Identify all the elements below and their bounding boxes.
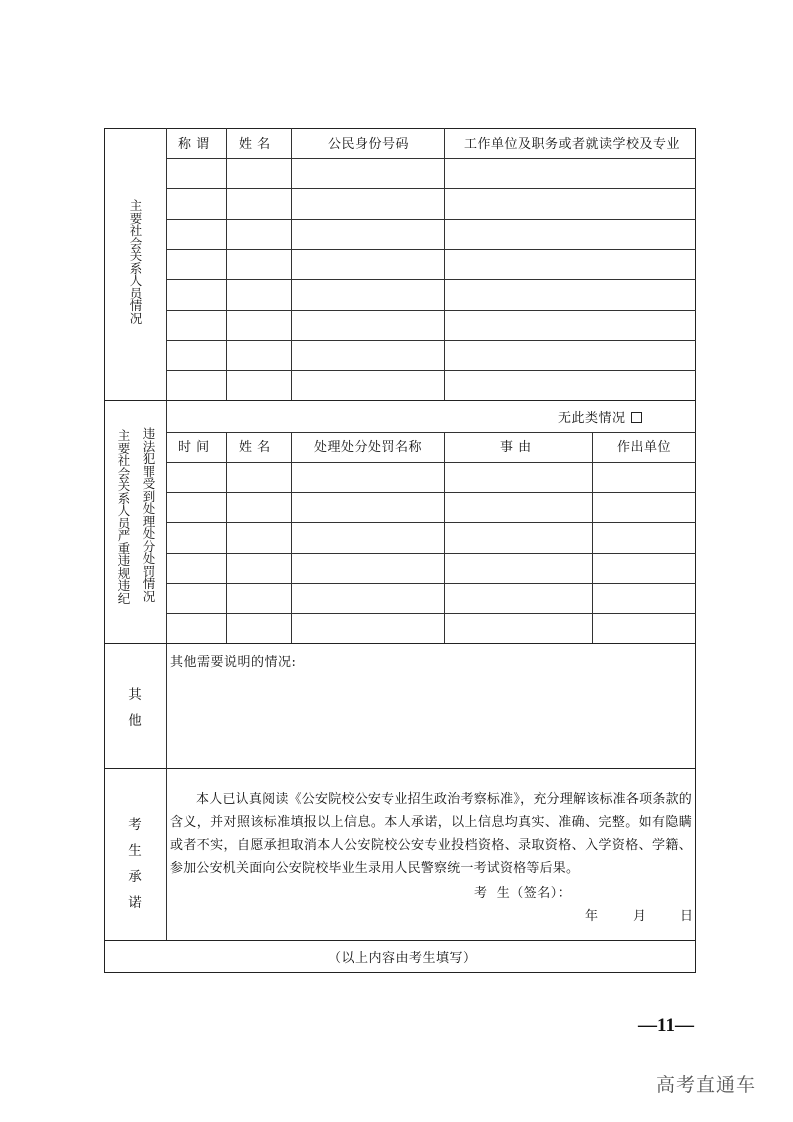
footer-note: （以上内容由考生填写）: [328, 951, 477, 966]
watermark: 高考直通车: [656, 1074, 757, 1096]
commitment-text: 本人已认真阅读《公安院校公安专业招生政治考察标准》，充分理解该标准各项条款的含义，并对照该标准填报以上信息。本人承诺，以上信息均真实、准确、完整。如有隐瞒或者不实，自愿承担取消本人公安院校公安专业投档资格、录取资格、入学资格、学籍、参加公安机关面向公安院校毕业生录用人民警察统一考试资格等后果。: [170, 792, 692, 876]
section-label-other: 其他: [128, 687, 142, 729]
section-divider: [104, 400, 696, 401]
signature-field[interactable]: [590, 880, 690, 902]
label-column-divider: [166, 768, 167, 940]
row-line: [166, 158, 696, 159]
col-divider: [226, 128, 227, 400]
col-divider: [444, 432, 445, 643]
section-label-violations-1: 主要社会关系人员严重违规违纪: [117, 428, 131, 606]
col-divider: [226, 432, 227, 643]
signature-label: 考 生（签名）：: [474, 886, 572, 901]
no-such-case-checkbox[interactable]: [631, 412, 642, 423]
header-reason: 事 由: [500, 440, 532, 455]
other-notes-area[interactable]: [167, 676, 695, 766]
date-day: 日: [680, 909, 694, 924]
row-line: [166, 370, 696, 371]
row-line: [166, 492, 696, 493]
section-divider: [104, 940, 696, 941]
label-column-divider: [166, 128, 167, 768]
header-penalty-name: 处理处分处罚名称: [314, 440, 423, 455]
section-divider: [104, 768, 696, 769]
header-name: 姓 名: [239, 440, 271, 455]
no-such-case-label: 无此类情况: [558, 411, 626, 426]
section-label-social-relations: 主要社会关系人员情况: [129, 198, 143, 326]
row-line: [166, 249, 696, 250]
header-name: 姓 名: [239, 137, 271, 152]
col-divider: [291, 128, 292, 400]
header-time: 时 间: [178, 440, 210, 455]
row-line: [166, 279, 696, 280]
section-divider: [104, 643, 696, 644]
col-divider: [291, 432, 292, 643]
header-relation: 称 谓: [178, 137, 210, 152]
section-label-commitment: 考生承诺: [128, 817, 142, 911]
row-line: [166, 583, 696, 584]
date-year: 年: [585, 909, 599, 924]
date-month: 月: [633, 909, 647, 924]
row-line: [166, 310, 696, 311]
col-divider: [444, 128, 445, 400]
row-line: [166, 613, 696, 614]
page-number: —11—: [638, 1015, 694, 1036]
other-prompt: 其他需要说明的情况:: [170, 655, 297, 670]
header-issuing-unit: 作出单位: [617, 440, 672, 455]
col-divider: [592, 432, 593, 643]
header-id-number: 公民身份号码: [328, 137, 410, 152]
row-line: [166, 522, 696, 523]
row-line: [166, 553, 696, 554]
header-workplace: 工作单位及职务或者就读学校及专业: [464, 137, 681, 152]
row-line: [166, 188, 696, 189]
row-line: [166, 219, 696, 220]
row-line: [166, 462, 696, 463]
no-such-case: [558, 412, 642, 425]
section-label-violations-2: 违法犯罪受到处理处分处罚情况: [142, 426, 156, 604]
row-line: [166, 432, 696, 433]
row-line: [166, 340, 696, 341]
